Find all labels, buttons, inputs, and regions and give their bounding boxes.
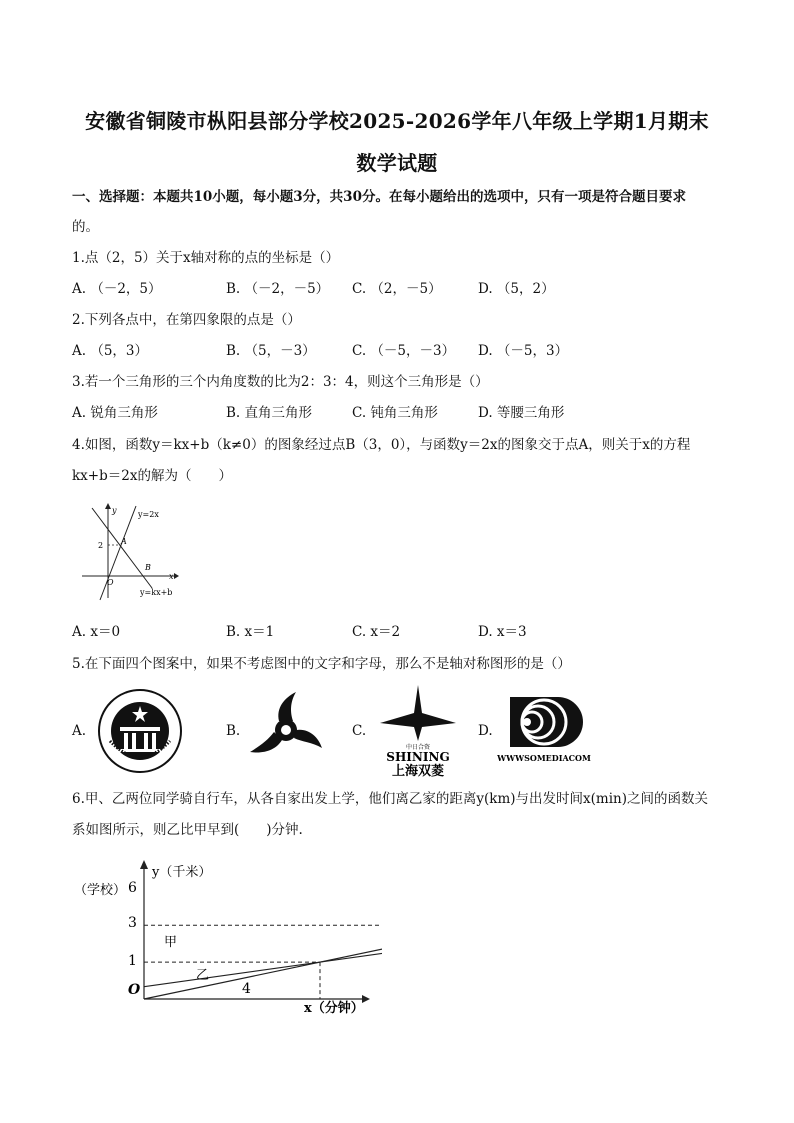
label-O: O [107, 578, 114, 587]
section-heading: 一、选择题：本题共10小题，每小题3分，共30分。在每小题给出的选项中，只有一项是符合题目要求 [72, 189, 686, 205]
series-line-jia [144, 925, 382, 987]
q5-label-b: B. [226, 723, 241, 739]
y-tick-3: 3 [128, 915, 137, 931]
q5-label-a: A. [72, 723, 87, 739]
q3-option-d: D. 等腰三角形 [478, 405, 565, 421]
line-y2x [100, 506, 136, 600]
label-ykxb: y=kx+b [140, 588, 173, 597]
q4-option-d: D. x＝3 [478, 624, 527, 640]
q4-stem-cont: kx+b＝2x的解为（ ） [72, 468, 232, 484]
q5-stem: 5.在下面四个图案中，如果不考虑图中的文字和字母，那么不是轴对称图形的是（） [72, 656, 571, 672]
logo-c-cn-text: 上海双菱 [391, 764, 445, 777]
q2-option-c: C. （－5，－3） [352, 343, 456, 359]
q3-option-c: C. 钝角三角形 [352, 405, 438, 421]
y-axis-label: y（千米） [152, 865, 212, 880]
q2-option-a: A. （5，3） [72, 343, 149, 359]
q4-option-c: C. x＝2 [352, 624, 401, 640]
q3-stem: 3.若一个三角形的三个内角度数的比为2：3：4，则这个三角形是（） [72, 374, 489, 390]
label-2: 2 [98, 541, 104, 550]
q6-chart [72, 856, 382, 1021]
q1-option-d: D. （5，2） [478, 281, 555, 297]
y-axis-arrow [105, 503, 111, 509]
label-x: x [169, 572, 174, 581]
logo-c-en-text: SHINING [386, 750, 450, 764]
y-tick-1: 1 [128, 953, 137, 969]
exam-title: 安徽省铜陵市枞阳县部分学校2025-2026学年八年级上学期1月期末 [85, 109, 709, 133]
shining-logo [378, 685, 458, 777]
x-axis-label: x（分钟） [304, 1001, 364, 1016]
q1-option-c: C. （2，－5） [352, 281, 442, 297]
q2-option-d: D. （－5，3） [478, 343, 569, 359]
logo-d-text: WWWSOMEDIACOM [497, 753, 591, 763]
q6-stem: 6.甲、乙两位同学骑自行车，从各自家出发上学，他们离乙家的距离y(km)与出发时间x(min)之间的函数关 [72, 791, 708, 807]
q1-option-b: B. （－2，－5） [226, 281, 330, 297]
y-annotation: （学校） [74, 883, 127, 898]
q2-option-b: B. （5，－3） [226, 343, 316, 359]
q4-figure [78, 500, 188, 610]
exam-title-subject: 数学试题 [356, 151, 438, 175]
lawyers-association-logo [96, 687, 184, 775]
series-label-yi: 乙 [196, 968, 210, 983]
origin-label: O [128, 982, 141, 998]
q1-option-a: A. （－2，5） [72, 281, 162, 297]
somedia-logo [494, 693, 594, 765]
series-label-jia: 甲 [164, 935, 178, 950]
q4-option-a: A. x＝0 [72, 624, 121, 640]
tri-blade-logo [246, 690, 326, 766]
section-heading-cont: 的。 [72, 219, 99, 235]
q5-label-d: D. [478, 723, 493, 739]
y-axis-arrow [140, 860, 148, 869]
q4-stem: 4.如图，函数y＝kx+b（k≠0）的图象经过点B（3，0），与函数y＝2x的图象交于点A，则关于x的方程 [72, 437, 691, 453]
label-A: A [121, 537, 127, 546]
x-axis-arrow [174, 573, 179, 579]
q6-stem-cont: 系如图所示，则乙比甲早到( )分钟. [72, 822, 303, 838]
logo-c-small-text: 中日合资 [405, 744, 431, 751]
q4-option-b: B. x＝1 [226, 624, 275, 640]
q1-stem: 1.点（2，5）关于x轴对称的点的坐标是（） [72, 250, 340, 266]
q5-label-c: C. [352, 723, 367, 739]
label-y: y [112, 506, 117, 515]
q3-option-b: B. 直角三角形 [226, 405, 313, 421]
label-y2x: y=2x [138, 510, 159, 519]
q3-option-a: A. 锐角三角形 [72, 405, 158, 421]
x-tick-4: 4 [242, 981, 251, 997]
label-B: B [145, 563, 151, 572]
y-tick-6: 6 [128, 880, 137, 896]
q2-stem: 2.下列各点中，在第四象限的点是（） [72, 312, 301, 328]
